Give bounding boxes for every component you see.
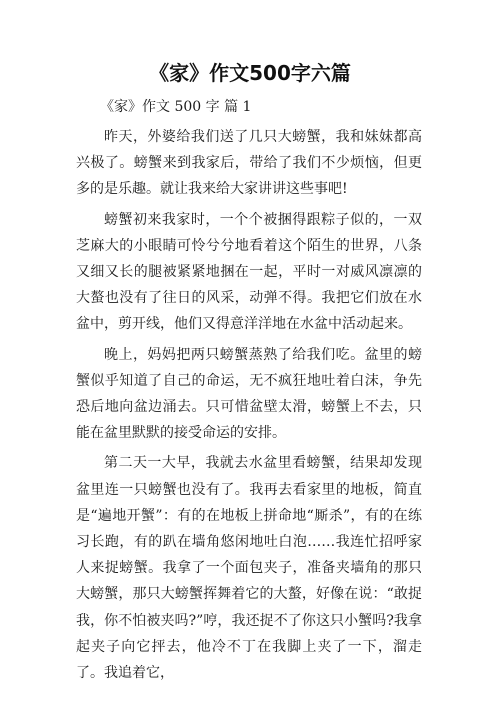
paragraph-3: 晚上，妈妈把两只螃蟹蒸熟了给我们吃。盆里的螃蟹似乎知道了自己的命运，无不疯狂地吐着白沫，争先恐后地向盆边涌去。只可惜盆壁太滑，螃蟹上不去，只能在盆里默默的接受命运的安排。: [76, 346, 422, 442]
document-title: 《家》作文500字六篇: [149, 61, 351, 85]
document-body: [76, 124, 422, 690]
paragraph-4: 第二天一大早，我就去水盆里看螃蟹，结果却发现盆里连一只螃蟹也没有了。我再去看家里的地板，简直是“遍地开蟹”：有的在地板上拼命地“厮杀”，有的在练习长跑，有的趴在墙角悠闲地吐白泡……我连忙招呼家人来捉螃蟹。我拿了一个面包夹子，准备夹墙角的那只大螃蟹，那只大螃蟹挥舞着它的大螯，好像在说：“敢捉我，你不怕被夹吗?”哼，我还捉不了你这只小蟹吗?我拿起夹子向它抨去，他冷不丁在我脚上夹了一下，溜走了。我追着它，: [76, 455, 422, 682]
paragraph-2: 螃蟹初来我家时，一个个被捆得跟粽子似的，一双芝麻大的小眼睛可怜兮兮地看着这个陌生的世界，八条又细又长的腿被紧紧地捆在一起，平时一对威风凛凛的大螯也没有了往日的风采，动弹不得。我把它们放在水盆中，剪开线，他们又得意洋洋地在水盆中活动起来。: [76, 211, 422, 333]
section-heading: 《家》作文 500 字 篇 1: [100, 99, 252, 115]
paragraph-1: 昨天，外婆给我们送了几只大螃蟹，我和妹妹都高兴极了。螃蟹来到我家后，带给了我们不少烦恼，但更多的是乐趣。就让我来给大家讲讲这些事吧!: [76, 129, 422, 198]
